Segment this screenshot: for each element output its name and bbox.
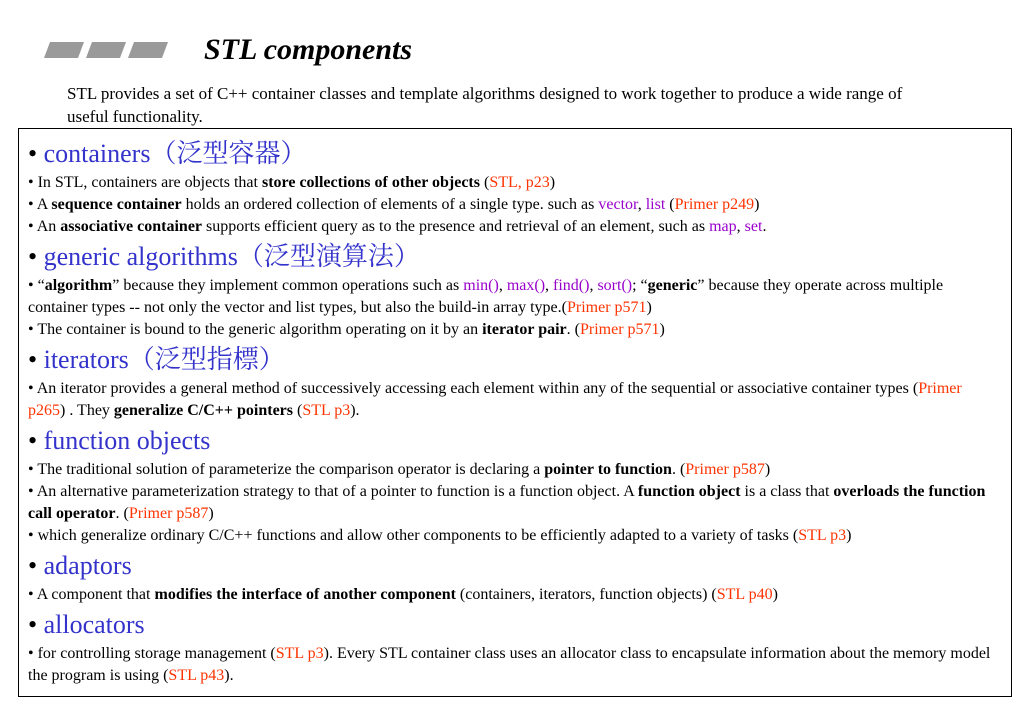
adaptors-line-1: • A component that modifies the interface of another component (containers, iterators, function objects) (STL p40) <box>28 586 778 603</box>
reference: STL p40 <box>716 586 773 603</box>
bullet-icon: • <box>28 345 38 374</box>
code-term: list <box>645 196 666 213</box>
bullet-icon: • <box>28 426 38 455</box>
code-term: max() <box>506 277 546 294</box>
containers-line-1: • In STL, containers are objects that store collections of other objects (STL, p23) <box>28 174 556 191</box>
code-term: min() <box>463 277 499 294</box>
slide-title: STL components <box>204 33 413 66</box>
section-heading-algorithms: • generic algorithms（泛型演算法） <box>28 242 420 271</box>
algorithms-line-2: • The container is bound to the generic algorithm operating on it by an iterator pair. (Primer p571) <box>28 321 665 338</box>
reference: Primer p587 <box>128 505 209 522</box>
code-term: map <box>709 218 737 235</box>
code-term: sort() <box>597 277 633 294</box>
containers-line-3: • An associative container supports efficient query as to the presence and retrieval of an element, such as map, set. <box>28 218 767 235</box>
decoration-bar <box>44 42 84 58</box>
bullet-icon: • <box>28 139 38 168</box>
reference: Primer p571 <box>566 299 647 316</box>
containers-line-2: • A sequence container holds an ordered collection of elements of a single type. such as vector, list (Primer p249) <box>28 196 760 213</box>
function-objects-line-3: • which generalize ordinary C/C++ functions and allow other components to be efficiently adapted to a variety of tasks (STL p3) <box>28 527 852 544</box>
decoration-bar <box>86 42 126 58</box>
function-objects-line-2: • An alternative parameterization strategy to that of a pointer to function is a function object. A function object is a class that overloads the function call operator. (Primer p587) <box>28 483 986 522</box>
reference: STL p3 <box>798 527 847 544</box>
function-objects-line-1: • The traditional solution of parameterize the comparison operator is declaring a pointer to function. (Primer p587) <box>28 461 771 478</box>
reference: Primer p265 <box>28 380 962 419</box>
title-decoration-bars <box>42 42 172 64</box>
bullet-icon: • <box>28 610 38 639</box>
code-term: set <box>744 218 763 235</box>
allocators-line-1: • for controlling storage management (STL p3). Every STL container class uses an allocator class to encapsulate information about the memory model the program is using (STL p43). <box>28 645 991 684</box>
code-term: vector <box>598 196 638 213</box>
bullet-icon: • <box>28 551 38 580</box>
section-heading-adaptors: • adaptors <box>28 551 132 580</box>
components-box <box>18 128 1012 697</box>
reference: STL p3 <box>302 402 351 419</box>
section-heading-containers: • containers（泛型容器） <box>28 139 307 168</box>
algorithms-line-1: • “algorithm” because they implement common operations such as min(), max(), find(), sort(); “generic” because they operate across multiple container types -- not only the vector and list types, but also the build-in array type.(Primer p571) <box>28 277 944 316</box>
code-term: find() <box>553 277 590 294</box>
reference: STL p43 <box>168 667 225 684</box>
slide-intro: STL provides a set of C++ container classes and template algorithms designed to work together to produce a wide range of useful functionality. <box>67 84 903 126</box>
section-heading-iterators: • iterators（泛型指標） <box>28 345 285 374</box>
reference: Primer p249 <box>674 196 755 213</box>
reference: Primer p587 <box>685 461 765 478</box>
reference: STL p3 <box>275 645 324 662</box>
reference: Primer p571 <box>579 321 660 338</box>
section-heading-allocators: • allocators <box>28 610 145 639</box>
reference: STL, p23 <box>489 174 550 191</box>
iterators-line-1: • An iterator provides a general method of successively accessing each element within any of the sequential or associative container types (Primer p265) . They generalize C/C++ pointers (STL p3). <box>28 380 962 419</box>
decoration-bar <box>128 42 168 58</box>
bullet-icon: • <box>28 242 38 271</box>
section-heading-function-objects: • function objects <box>28 426 211 455</box>
